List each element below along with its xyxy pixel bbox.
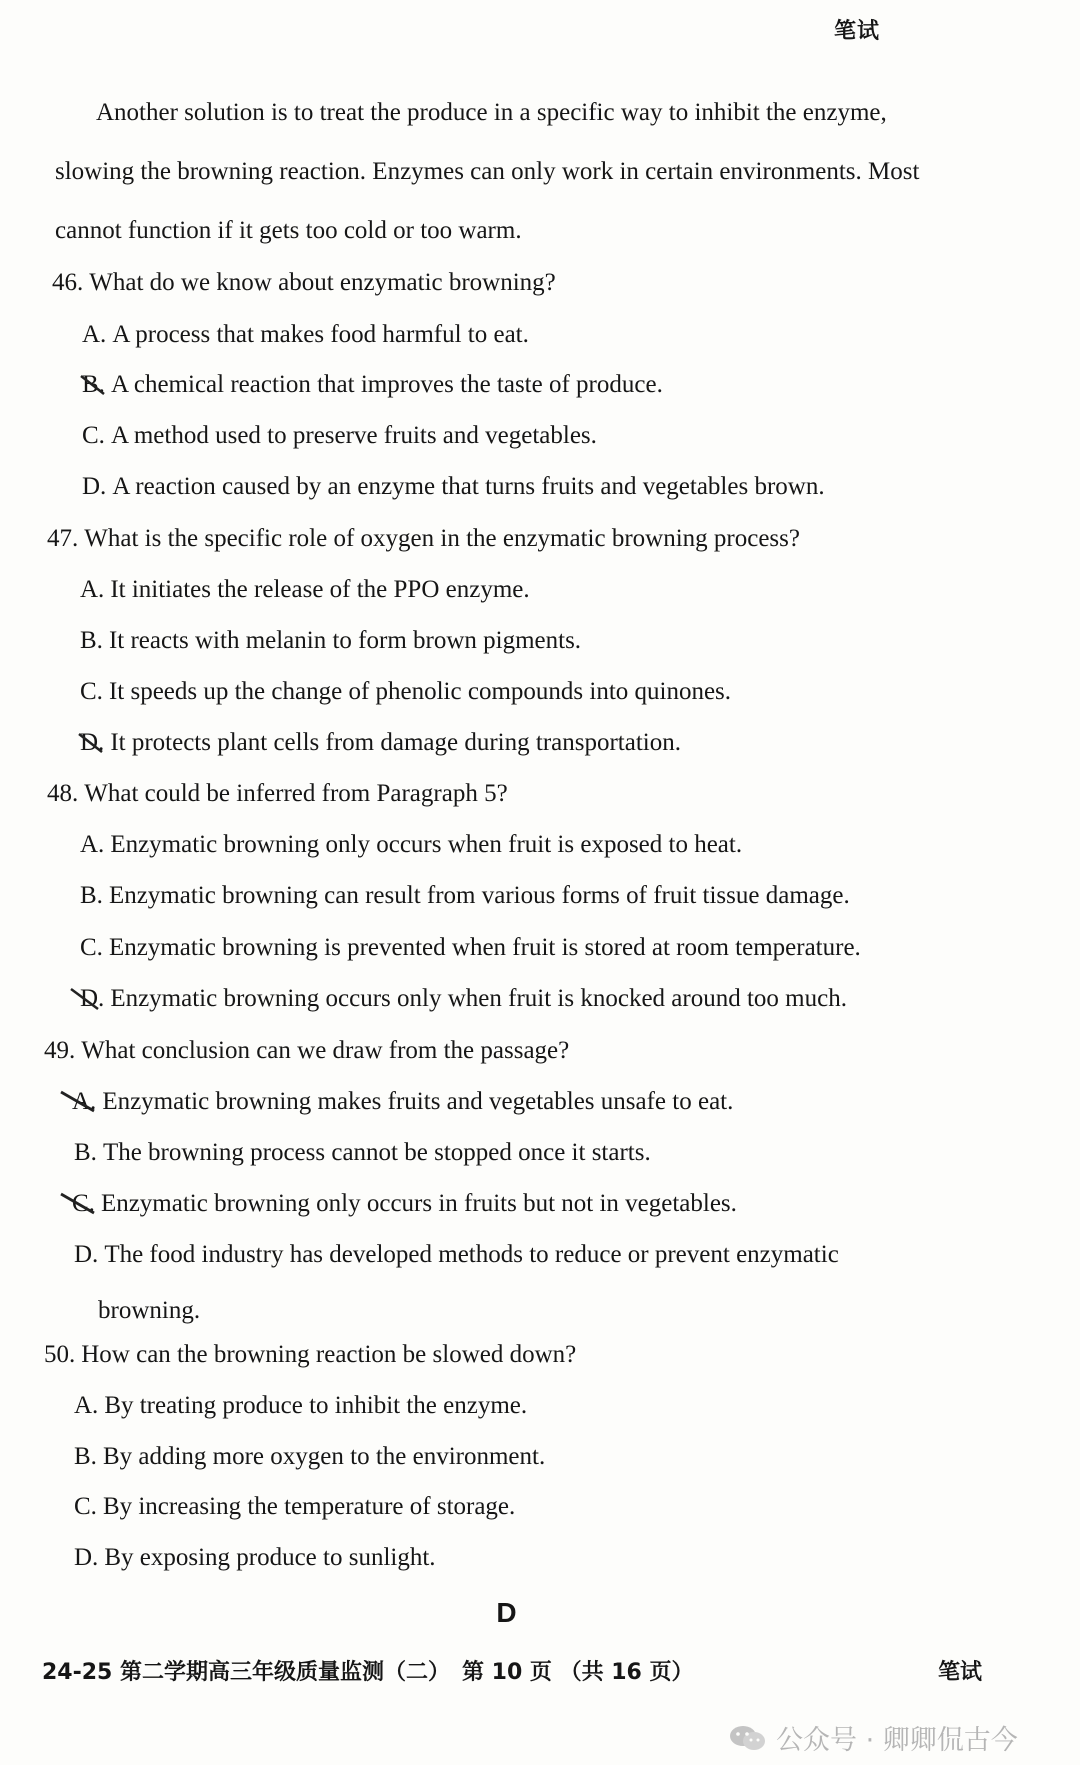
option	[72, 1189, 737, 1219]
option-letter: A.	[72, 1088, 97, 1115]
question-stem	[44, 1036, 569, 1066]
option-letter: A.	[80, 831, 105, 858]
option-continuation: browning.	[98, 1297, 201, 1324]
question-text: What is the specific role of oxygen in the enzymatic browning process?	[84, 525, 800, 552]
option-text: The food industry has developed methods to reduce or prevent enzymatic	[104, 1241, 839, 1268]
question-stem	[47, 779, 508, 809]
passage-line: cannot function if it gets too cold or too warm.	[55, 217, 522, 244]
option	[74, 1543, 436, 1573]
option-text: Enzymatic browning only occurs when fruit is exposed to heat.	[110, 831, 743, 858]
option-letter: C.	[80, 934, 103, 961]
question-number: 49.	[44, 1037, 76, 1064]
option-letter: C.	[80, 678, 103, 705]
strike-mark-icon	[78, 370, 108, 400]
question-stem	[47, 524, 800, 554]
option-text: It reacts with melanin to form brown pigments.	[108, 627, 582, 654]
option	[72, 1087, 733, 1117]
footer-exam-title: 24-25 第二学期高三年级质量监测（二）	[42, 1660, 451, 1685]
option-letter: D.	[82, 473, 107, 500]
question-text: What could be inferred from Paragraph 5?	[84, 780, 508, 807]
option-text: Enzymatic browning occurs only when fruit is knocked around too much.	[110, 985, 847, 1012]
option-letter: D.	[74, 1241, 99, 1268]
header-label: 笔试	[833, 18, 880, 43]
strike-mark-icon	[58, 1189, 98, 1219]
option	[80, 933, 861, 963]
watermark	[728, 1718, 1018, 1757]
option	[82, 370, 663, 400]
option-text: The browning process cannot be stopped once it starts.	[102, 1139, 651, 1166]
question-text: What conclusion can we draw from the passage?	[81, 1037, 570, 1064]
option-letter: B.	[74, 1139, 97, 1166]
footer-page-number: 第 10 页 （共 16 页）	[462, 1660, 694, 1685]
option-letter: B.	[80, 882, 103, 909]
option-letter: D.	[80, 985, 105, 1012]
option	[80, 626, 581, 656]
question-text: How can the browning reaction be slowed down?	[81, 1341, 577, 1368]
option	[80, 728, 681, 758]
option	[82, 421, 597, 451]
option-text: Enzymatic browning is prevented when fruit is stored at room temperature.	[108, 934, 861, 961]
option-letter: A.	[82, 321, 107, 348]
option-text: Enzymatic browning can result from various forms of fruit tissue damage.	[108, 882, 850, 909]
option	[74, 1391, 527, 1421]
option	[80, 984, 847, 1014]
option-text: Enzymatic browning makes fruits and vegetables unsafe to eat.	[102, 1088, 734, 1115]
option	[74, 1492, 515, 1522]
option	[74, 1442, 545, 1472]
option-letter: B.	[80, 627, 103, 654]
option-letter: D.	[74, 1544, 99, 1571]
option-text: By adding more oxygen to the environment.	[102, 1443, 546, 1470]
option	[74, 1138, 651, 1168]
option-text: A method used to preserve fruits and vegetables.	[110, 422, 597, 449]
footer-label: 笔试	[938, 1660, 983, 1685]
option-text: By increasing the temperature of storage.	[102, 1493, 516, 1520]
option-text: A reaction caused by an enzyme that turns fruits and vegetables brown.	[112, 473, 825, 500]
question-number: 46.	[52, 269, 84, 296]
strike-mark-icon	[76, 728, 106, 758]
option-text: By treating produce to inhibit the enzyme.	[104, 1392, 528, 1419]
option-letter: B.	[82, 371, 105, 398]
question-number: 47.	[47, 525, 79, 552]
question-stem	[52, 268, 556, 298]
section-letter: D	[496, 1597, 517, 1628]
option-text: It protects plant cells from damage during transportation.	[110, 729, 681, 756]
option-letter: C.	[82, 422, 105, 449]
option-letter: A.	[80, 576, 105, 603]
strike-mark-icon	[68, 984, 105, 1014]
option	[82, 472, 825, 502]
option-text: Enzymatic browning only occurs in fruits but not in vegetables.	[100, 1190, 737, 1217]
option-letter: C.	[74, 1493, 97, 1520]
option	[74, 1240, 839, 1270]
option-text: By exposing produce to sunlight.	[104, 1544, 436, 1571]
option-letter: D.	[80, 729, 105, 756]
strike-mark-icon	[58, 1087, 98, 1117]
option-text: A process that makes food harmful to eat.	[112, 321, 529, 348]
option-text: It speeds up the change of phenolic compounds into quinones.	[108, 678, 732, 705]
question-text: What do we know about enzymatic browning?	[89, 269, 556, 296]
option-letter: C.	[72, 1190, 95, 1217]
wechat-icon	[728, 1723, 768, 1753]
question-number: 48.	[47, 780, 79, 807]
option	[82, 320, 529, 350]
option-letter: B.	[74, 1443, 97, 1470]
question-stem	[44, 1340, 576, 1370]
option-letter: A.	[74, 1392, 99, 1419]
passage-line: slowing the browning reaction. Enzymes can only work in certain environments. Most	[55, 158, 920, 185]
option	[80, 881, 850, 911]
question-number: 50.	[44, 1341, 76, 1368]
option-text: A chemical reaction that improves the taste of produce.	[110, 371, 663, 398]
watermark-text: 公众号 · 卿卿侃古今	[776, 1725, 1018, 1756]
passage-line: Another solution is to treat the produce in a specific way to inhibit the enzyme,	[96, 99, 887, 126]
option	[80, 575, 530, 605]
option-text: It initiates the release of the PPO enzyme.	[110, 576, 530, 603]
option	[80, 830, 742, 860]
option	[80, 677, 731, 707]
